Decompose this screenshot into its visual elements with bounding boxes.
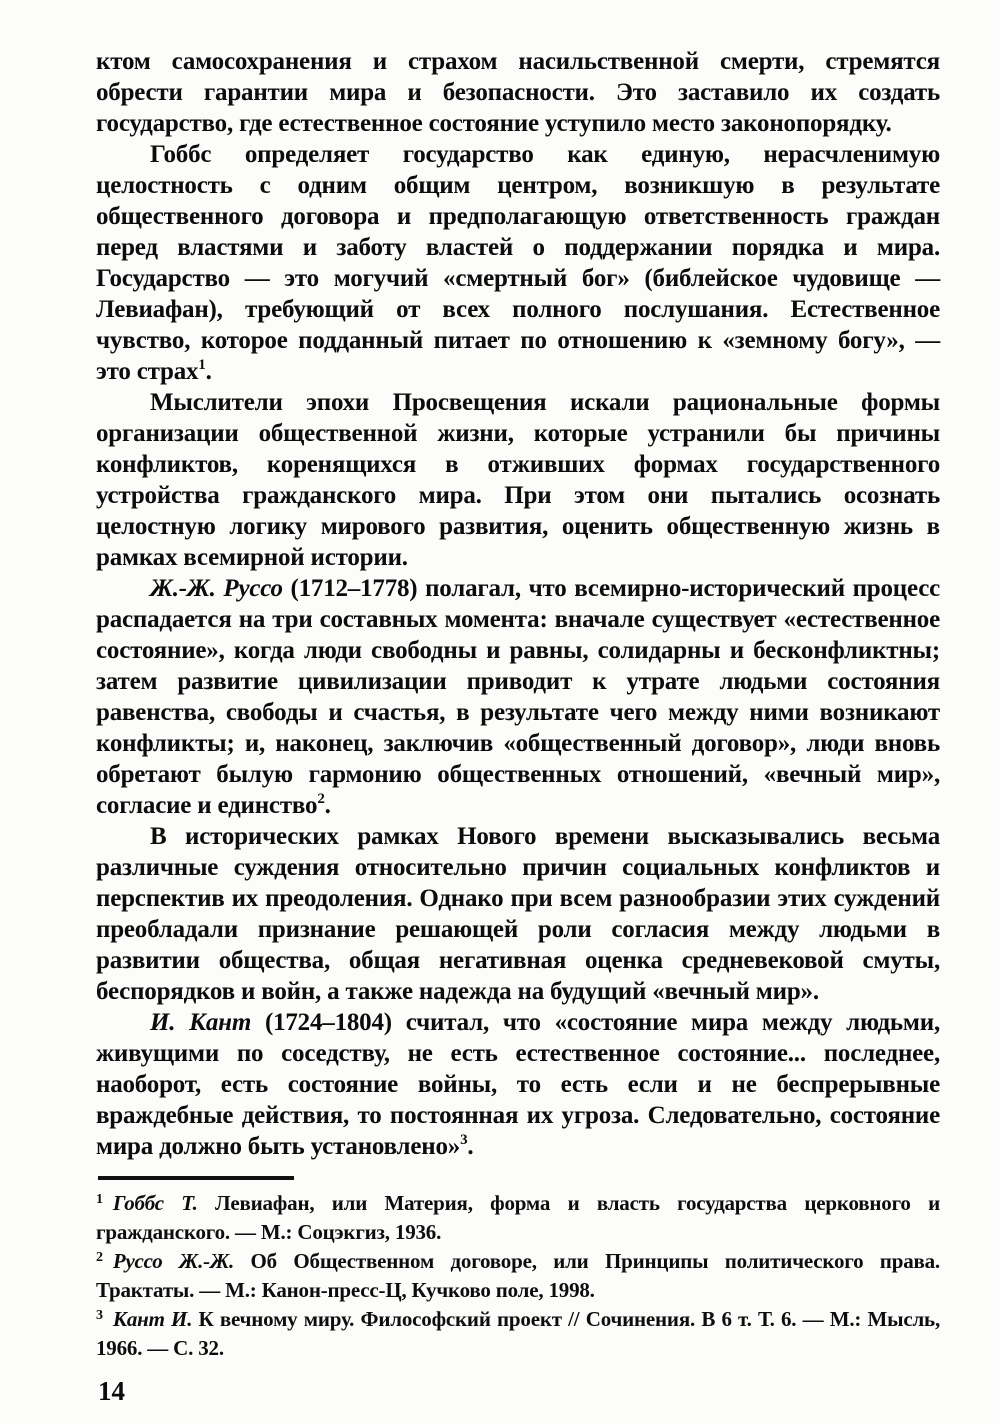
footnote-author: Гоббс Т. (112, 1191, 198, 1215)
footnote-separator (98, 1176, 294, 1180)
footnote-text: Левиафан, или Материя, форма и власть государства церковного и гражданского. — М.: Соцэкгиз, 1936. (96, 1191, 940, 1244)
page-number: 14 (98, 1376, 125, 1406)
footnote-author: Руссо Ж.-Ж. (112, 1249, 235, 1273)
page-body (96, 46, 940, 1162)
footnote-number: 1 (96, 1192, 103, 1207)
paragraph-lead: И. Кант (150, 1009, 252, 1036)
footnote-text: К вечному миру. Философский проект // Сочинения. В 6 т. Т. 6. — М.: Мысль, 1966. — С. 32. (96, 1307, 941, 1360)
paragraph-after: . (205, 358, 212, 385)
body-paragraph (96, 46, 940, 139)
paragraph-after: . (324, 792, 331, 819)
footnote-ref: 2 (317, 791, 325, 807)
paragraph-lead: Ж.-Ж. Руссо (150, 575, 283, 602)
paragraph-text: (1724–1804) считал, что «состояние мира между людьми, живущими по соседству, не есть естественное состояние... последнее, наоборот, есть состояние войны, то есть если и не беспрерывные враждебные действия, то постоянная их угроза. Следовательно, состояние мира должно быть установлено» (96, 1009, 940, 1160)
footnote (96, 1247, 940, 1305)
body-paragraph (96, 1007, 940, 1162)
footnote (96, 1189, 940, 1247)
body-paragraph (96, 821, 940, 1007)
paragraph-text: В исторических рамках Нового времени высказывались весьма различные суждения относительно причин социальных конфликтов и перспектив их преодоления. Однако при всем разнообразии этих суждений преобладали признание решающей роли согласия между людьми в развитии общества, общая негативная оценка средневековой смуты, беспорядков и войн, а также надежда на будущий «вечный мир». (96, 823, 940, 1005)
footnote-author: Кант И. (112, 1307, 193, 1331)
paragraph-text: Мыслители эпохи Просвещения искали рациональные формы организации общественной жизни, которые устранили бы причины конфликтов, коренящихся в отживших формах государственного устройства гражданского мира. При этом они пытались осознать целостную логику мирового развития, оценить общественную жизнь в рамках всемирной истории. (96, 389, 940, 571)
paragraph-after: . (467, 1133, 474, 1160)
footnote-number: 3 (96, 1308, 103, 1323)
footnote (96, 1305, 940, 1363)
body-paragraph (96, 139, 940, 387)
footnotes (96, 1189, 940, 1363)
footnote-number: 2 (96, 1250, 103, 1265)
paragraph-text: ктом самосохранения и страхом насильственной смерти, стремятся обрести гарантии мира и безопасности. Это заставило их создать государство, где естественное состояние уступило место законопорядку. (96, 48, 940, 137)
body-paragraph (96, 387, 940, 573)
footnote-text: Об Общественном договоре, или Принципы политического права. Трактаты. — М.: Канон-пресс-Ц, Кучково поле, 1998. (96, 1249, 940, 1302)
footnote-ref: 3 (460, 1132, 468, 1148)
body-paragraph (96, 573, 940, 821)
paragraph-text: Гоббс определяет государство как единую, нерасчленимую целостность с одним общим центром, возникшую в результате общественного договора и предполагающую ответственность граждан перед властями и заботу властей о поддержании порядка и мира. Государство — это могучий «смертный бог» (библейское чудовище — Левиафан), требующий от всех полного послушания. Естественное чувство, которое подданный питает по отношению к «земному богу», — это страх (96, 141, 940, 385)
footnote-ref: 1 (198, 357, 206, 373)
paragraph-text: (1712–1778) полагал, что всемирно-исторический процесс распадается на три составных момента: вначале существует «естественное состояние», когда люди свободны и равны, солидарны и бесконфликтны; затем развитие цивилизации приводит к утрате людьми состояния равенства, свободы и счастья, в результате чего между ними возникают конфликты; и, наконец, заключив «общественный договор», люди вновь обретают былую гармонию общественных отношений, «вечный мир», согласие и единство (96, 575, 940, 819)
